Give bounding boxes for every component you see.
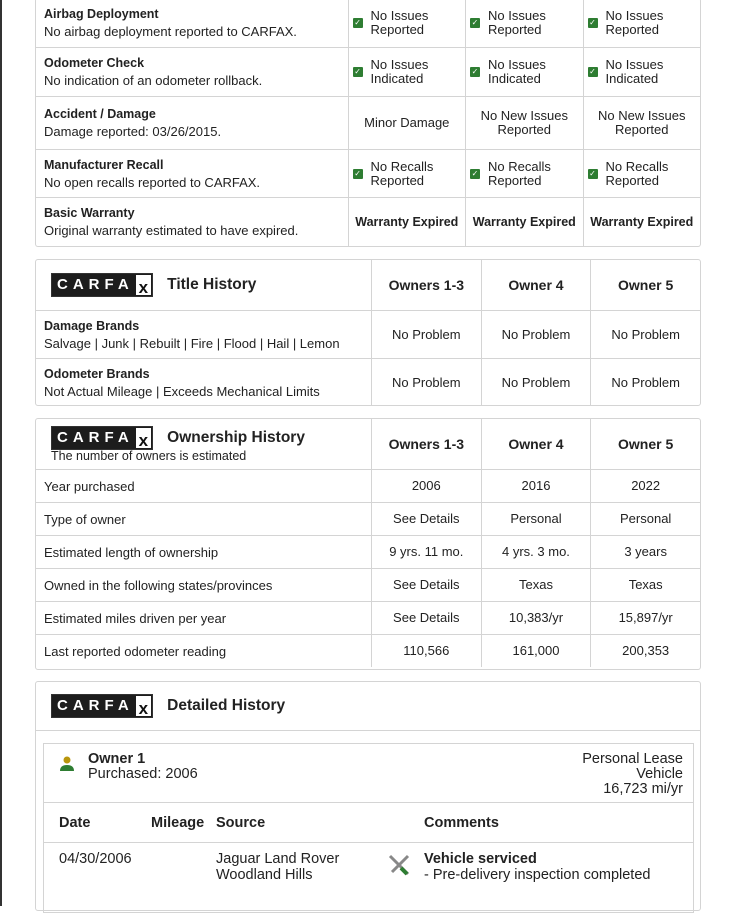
records-header [44,802,693,843]
carfax-logo: CARFA x [51,694,153,718]
column-header: Owner 4 [481,419,591,469]
row-description: Salvage | Junk | Rebuilt | Fire | Flood | Hail | Lemon [44,335,340,351]
status-text: No Issues Indicated [488,57,546,86]
check-icon: ✓ [354,67,361,76]
record-date: 04/30/2006 [59,851,132,867]
col-source: Source [216,815,266,831]
detailed-history-card [35,681,701,911]
row-label [36,198,348,246]
status-text: No Issues Reported [370,7,429,37]
value-cell: 161,000 [481,635,591,667]
check-icon: ✓ [589,17,596,27]
owner-1-panel [43,743,694,913]
column-header: Owner 5 [590,260,700,310]
detailed-history-header [36,682,700,731]
row-label [36,97,348,149]
status-cell [348,198,465,246]
value-cell: 2022 [590,470,700,502]
check-icon: ✓ [471,17,479,27]
status-text: No New Issues Reported [598,108,686,137]
row-title: Basic Warranty [44,206,135,220]
owner-type-2: Vehicle [636,766,683,782]
row-description: Not Actual Mileage | Exceeds Mechanical Limits [44,383,320,399]
status-text: Warranty Expired [472,215,576,229]
carfax-logo: CARFA x [51,426,153,450]
row-description: Damage reported: 03/26/2015. [44,124,222,139]
status-text: Warranty Expired [355,215,459,229]
carfax-logo: CARFA x [51,273,153,297]
row-label [36,150,348,197]
header-title-line [51,273,371,297]
value-cell: Personal [590,503,700,535]
ownership-row [36,568,700,601]
status-cell [348,150,465,197]
summary-row [36,96,700,149]
owner-summary [44,744,693,802]
row-description: No indication of an odometer rollback. [44,73,263,88]
status-cell [465,150,582,197]
status-cell [348,97,465,149]
record-comment-detail: - Pre-delivery inspection completed [424,867,651,883]
status-cell [465,97,582,149]
person-icon [59,756,75,772]
status-text: No New Issues Reported [480,108,568,137]
ownership-row [36,601,700,634]
record-source: Jaguar Land Rover [216,851,340,867]
header-left [36,260,371,310]
value-cell: 3 years [590,536,700,568]
value-cell: See Details [371,602,481,634]
owner-miles: 16,723 mi/yr [603,781,683,797]
column-header: Owner 5 [590,419,700,469]
owner-name: Owner 1 [88,751,146,767]
row-title: Accident / Damage [44,107,156,121]
status-text: No Issues Reported [605,7,664,37]
header-left [36,419,371,469]
check-icon: ✓ [589,168,596,178]
status-cell [583,48,700,96]
ownership-row [36,502,700,535]
check-icon: ✓ [354,168,361,178]
record-source-2: Woodland Hills [216,867,313,883]
value-cell: 10,383/yr [481,602,591,634]
row-label: Year purchased [44,478,135,494]
check-icon: ✓ [471,168,479,178]
col-comments: Comments [424,815,499,831]
value-cell: 110,566 [371,635,481,667]
summary-row [36,47,700,96]
row-label [36,359,371,406]
check-icon: ✓ [354,17,361,27]
value-cell: 2006 [371,470,481,502]
status-text: No Recalls Reported [488,158,551,188]
status-cell [583,198,700,246]
status-cell [583,97,700,149]
value-cell: 2016 [481,470,591,502]
section-header [36,260,700,310]
title-brand-row [36,358,700,406]
status-text: No Issues Indicated [370,57,429,86]
row-label [36,0,348,47]
row-description: No airbag deployment reported to CARFAX. [44,23,297,39]
window-edge [0,0,2,906]
status-text: Warranty Expired [590,215,694,229]
value-cell: 200,353 [590,635,700,667]
check-icon: ✓ [471,67,479,76]
record-comment-title: Vehicle serviced [424,851,537,867]
row-title: Odometer Check [44,56,145,70]
status-cell [583,0,700,47]
status-cell: No Problem [590,359,700,406]
row-label [36,48,348,96]
status-cell: No Problem [371,311,481,358]
value-cell: 15,897/yr [590,602,700,634]
ownership-row [36,469,700,502]
ownership-row [36,535,700,568]
service-tools-icon [387,853,411,877]
column-header: Owners 1-3 [371,260,481,310]
value-cell: 9 yrs. 11 mo. [371,536,481,568]
row-label: Owned in the following states/provinces [44,577,273,593]
section-title: Title History [167,276,257,293]
col-date: Date [59,815,91,831]
title-brand-row [36,310,700,358]
row-title: Odometer Brands [44,366,150,381]
status-text: Minor Damage [364,115,450,130]
summary-row [36,197,700,246]
value-cell: Personal [481,503,591,535]
value-cell: Texas [590,569,700,601]
summary-row [36,0,700,47]
row-description: No open recalls reported to CARFAX. [44,174,261,190]
section-title: Ownership History [167,428,305,446]
ownership-history-card [35,418,701,670]
owner-type: Personal Lease [582,751,683,767]
row-label: Last reported odometer reading [44,643,227,659]
row-title: Airbag Deployment [44,6,159,21]
status-text: No Issues Indicated [605,57,664,86]
title-history-card [35,259,701,406]
status-cell: No Problem [481,359,591,406]
col-mileage: Mileage [151,815,205,831]
section-subtitle: The number of owners is estimated [51,448,247,463]
history-summary-table [35,0,701,247]
status-cell [465,48,582,96]
value-cell: See Details [371,503,481,535]
check-icon: ✓ [589,67,596,76]
status-text: No Recalls Reported [370,158,434,188]
column-header: Owner 4 [481,260,591,310]
row-label [36,311,371,358]
row-title: Damage Brands [44,318,140,333]
row-title: Manufacturer Recall [44,157,164,172]
value-cell: See Details [371,569,481,601]
row-label: Estimated length of ownership [44,544,219,560]
record-row [44,843,693,903]
status-cell: No Problem [371,359,481,406]
row-description: Original warranty estimated to have expired. [44,223,299,238]
value-cell: Texas [481,569,591,601]
ownership-row [36,634,700,667]
status-cell [348,48,465,96]
status-cell [465,0,582,47]
status-cell [465,198,582,246]
column-header: Owners 1-3 [371,419,481,469]
status-cell [583,150,700,197]
status-text: No Issues Reported [488,7,546,37]
owner-purchased: Purchased: 2006 [88,766,198,782]
status-cell: No Problem [481,311,591,358]
section-header [36,419,700,469]
section-title: Detailed History [167,697,286,714]
header-title-line [51,426,371,450]
status-cell: No Problem [590,311,700,358]
status-text: No Recalls Reported [605,158,669,188]
row-label: Type of owner [44,511,126,527]
row-label: Estimated miles driven per year [44,610,227,626]
value-cell: 4 yrs. 3 mo. [481,536,591,568]
status-cell [348,0,465,47]
summary-row [36,149,700,197]
